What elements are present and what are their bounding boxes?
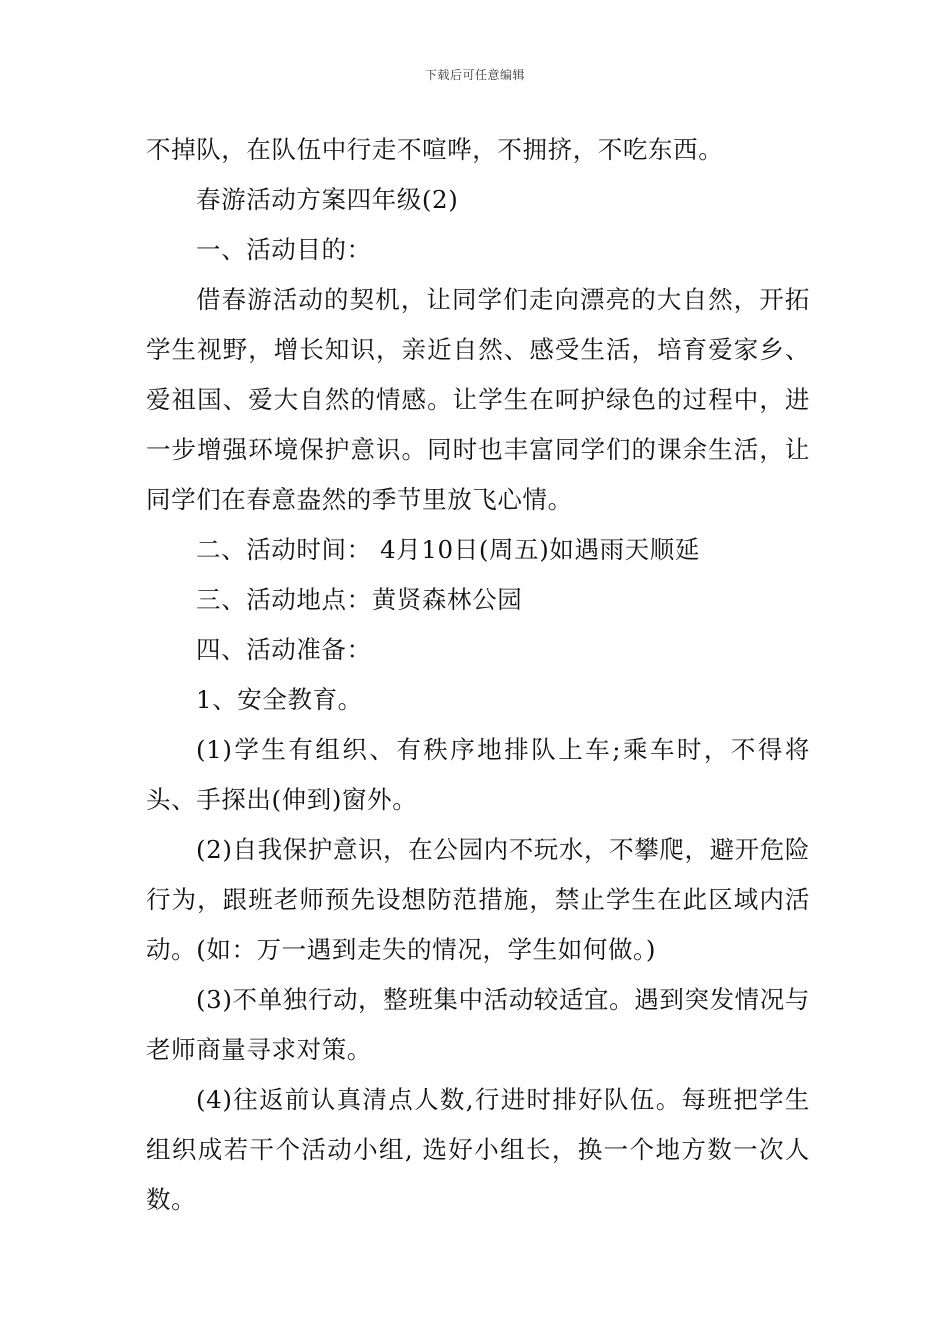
document-body <box>146 125 810 1225</box>
list-item-safety-4: (4)往返前认真清点人数,行进时排好队伍。每班把学生组织成若干个活动小组, 选好小组长，换一个地方数一次人数。 <box>146 1085 810 1214</box>
subheading-safety-education: 1、安全教育。 <box>196 685 363 714</box>
heading-activity-time: 二、活动时间： 4月10日(周五)如遇雨天顺延 <box>196 535 700 564</box>
list-item-safety-2: (2)自我保护意识，在公园内不玩水，不攀爬，避开危险行为，跟班老师预先设想防范措施，禁止学生在此区域内活动。(如：万一遇到走失的情况，学生如何做。) <box>146 835 810 964</box>
list-item-safety-1: (1)学生有组织、有秩序地排队上车;乘车时，不得将头、手探出(伸到)窗外。 <box>146 735 810 814</box>
heading-activity-purpose: 一、活动目的： <box>196 235 372 264</box>
heading-activity-preparation: 四、活动准备： <box>196 635 372 664</box>
paragraph-activity-purpose: 借春游活动的契机，让同学们走向漂亮的大自然，开拓学生视野，增长知识，亲近自然、感受生活，培育爱家乡、爱祖国、爱大自然的情感。让学生在呵护绿色的过程中，进一步增强环境保护意识。同时也丰富同学们的课余生活，让同学们在春意盎然的季节里放飞心情。 <box>146 285 810 514</box>
section-title: 春游活动方案四年级(2) <box>196 185 459 214</box>
list-item-safety-3: (3)不单独行动，整班集中活动较适宜。遇到突发情况与老师商量寻求对策。 <box>146 985 810 1064</box>
heading-activity-location: 三、活动地点：黄贤森林公园 <box>196 585 523 614</box>
paragraph-continuation: 不掉队，在队伍中行走不喧哗，不拥挤，不吃东西。 <box>146 135 724 164</box>
page-header-note: 下载后可任意编辑 <box>424 68 525 82</box>
